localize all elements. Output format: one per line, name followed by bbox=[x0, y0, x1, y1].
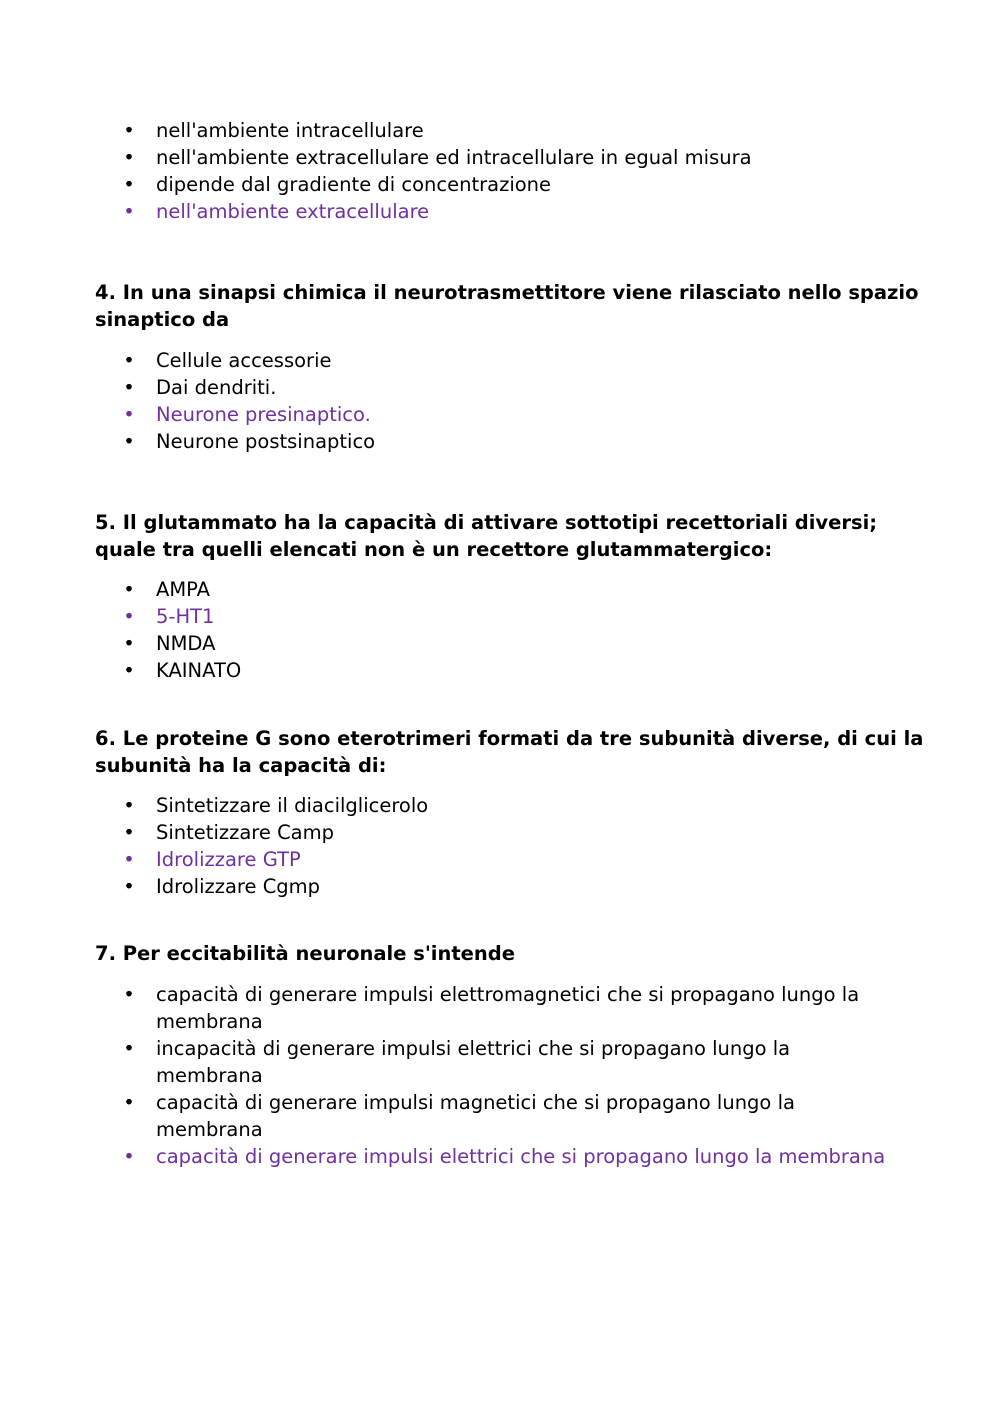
bullet-icon: • bbox=[123, 605, 135, 628]
bullet-icon: • bbox=[123, 875, 135, 898]
bullet-icon: • bbox=[123, 1037, 135, 1060]
answer-list-q4 bbox=[0, 347, 900, 455]
answer-list-q7 bbox=[0, 981, 890, 1170]
answer-option: • nell'ambiente extracellulare ed intracellulare in egual misura bbox=[123, 146, 752, 169]
bullet-icon: • bbox=[123, 119, 135, 142]
answer-option: • dipende dal gradiente di concentrazione bbox=[123, 173, 552, 196]
bullet-icon: • bbox=[123, 430, 135, 453]
bullet-icon: • bbox=[123, 578, 135, 601]
question-title-5: 5. Il glutammato ha la capacità di attivare sottotipi recettoriali diversi; quale tra quelli elencati non è un recettore glutammatergico: bbox=[95, 511, 878, 561]
bullet-icon: • bbox=[123, 200, 135, 223]
answer-option-correct: • Neurone presinaptico. bbox=[123, 403, 371, 426]
answer-list-q5 bbox=[0, 576, 900, 684]
bullet-icon: • bbox=[123, 173, 135, 196]
question-title-4: 4. In una sinapsi chimica il neurotrasmettitore viene rilasciato nello spazio sinaptico da bbox=[95, 281, 919, 331]
answer-option: • incapacità di generare impulsi elettrici che si propagano lungo la membrana bbox=[123, 1037, 791, 1087]
bullet-icon: • bbox=[123, 349, 135, 372]
bullet-icon: • bbox=[123, 1145, 135, 1168]
answer-option: • Sintetizzare Camp bbox=[123, 821, 335, 844]
bullet-icon: • bbox=[123, 403, 135, 426]
answer-option: • Neurone postsinaptico bbox=[123, 430, 376, 453]
question-title-7: 7. Per eccitabilità neuronale s'intende bbox=[95, 942, 515, 965]
bullet-icon: • bbox=[123, 376, 135, 399]
answer-option: • KAINATO bbox=[123, 659, 242, 682]
answer-list-q6 bbox=[0, 792, 900, 900]
answer-option-correct: • capacità di generare impulsi elettrici che si propagano lungo la membrana bbox=[123, 1145, 886, 1168]
bullet-icon: • bbox=[123, 794, 135, 817]
answer-option: • Idrolizzare Cgmp bbox=[123, 875, 321, 898]
answer-option: • nell'ambiente intracellulare bbox=[123, 119, 424, 142]
answer-option-correct: • 5-HT1 bbox=[123, 605, 215, 628]
bullet-icon: • bbox=[123, 983, 135, 1006]
bullet-icon: • bbox=[123, 1091, 135, 1114]
bullet-icon: • bbox=[123, 821, 135, 844]
answer-option: • AMPA bbox=[123, 578, 211, 601]
bullet-icon: • bbox=[123, 146, 135, 169]
answer-option: • NMDA bbox=[123, 632, 216, 655]
answer-option: • Dai dendriti. bbox=[123, 376, 277, 399]
answer-option-correct: • nell'ambiente extracellulare bbox=[123, 200, 430, 223]
answer-option: • Sintetizzare il diacilglicerolo bbox=[123, 794, 429, 817]
bullet-icon: • bbox=[123, 848, 135, 871]
question-title-6: 6. Le proteine G sono eterotrimeri formati da tre subunità diverse, di cui la subunità ha la capacità di: bbox=[95, 727, 924, 777]
answer-option: • capacità di generare impulsi magnetici che si propagano lungo la membrana bbox=[123, 1091, 795, 1141]
answer-option-correct: • Idrolizzare GTP bbox=[123, 848, 301, 871]
answer-option: • capacità di generare impulsi elettromagnetici che si propagano lungo la membrana bbox=[123, 983, 860, 1033]
bullet-icon: • bbox=[123, 632, 135, 655]
answer-list-q3 bbox=[0, 117, 900, 225]
answer-option: • Cellule accessorie bbox=[123, 349, 332, 372]
bullet-icon: • bbox=[123, 659, 135, 682]
